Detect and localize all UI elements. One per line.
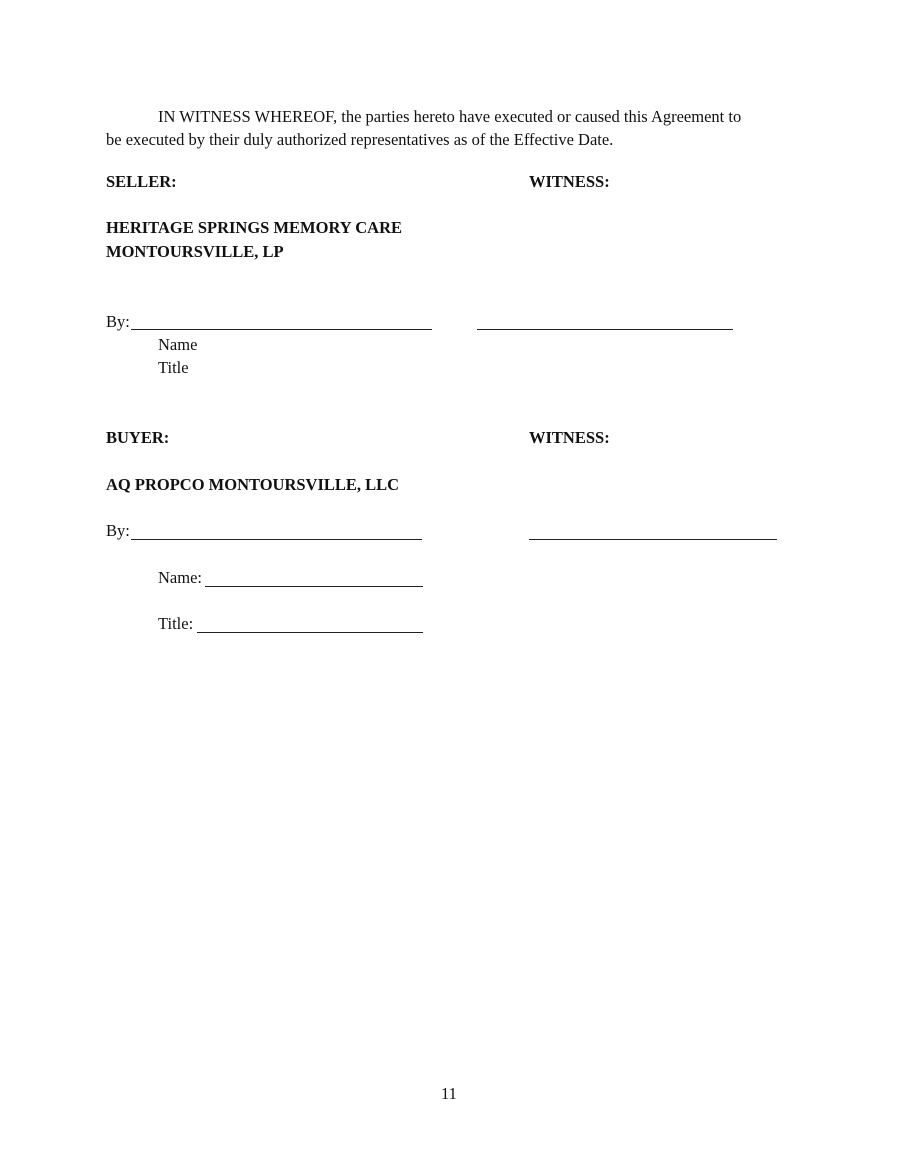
seller-witness-heading: WITNESS: [529, 172, 610, 191]
intro-line-1: IN WITNESS WHEREOF, the parties hereto have executed or caused this Agreement to [158, 107, 742, 126]
seller-signature-line[interactable] [131, 329, 432, 330]
seller-title-label: Title [158, 358, 189, 377]
intro-line-2: be executed by their duly authorized representatives as of the Effective Date. [106, 130, 614, 149]
buyer-title-line[interactable] [197, 632, 423, 633]
buyer-heading: BUYER: [106, 428, 170, 447]
buyer-entity: AQ PROPCO MONTOURSVILLE, LLC [106, 475, 400, 494]
buyer-signature-line[interactable] [131, 539, 422, 540]
page-number: 11 [441, 1084, 457, 1103]
buyer-title-label: Title: [158, 614, 194, 633]
seller-name-label: Name [158, 335, 198, 354]
seller-heading: SELLER: [106, 172, 177, 191]
buyer-witness-signature-line[interactable] [529, 539, 777, 540]
buyer-witness-heading: WITNESS: [529, 428, 610, 447]
seller-witness-signature-line[interactable] [477, 329, 733, 330]
buyer-by-label: By: [106, 521, 130, 540]
seller-entity-line-2: MONTOURSVILLE, LP [106, 242, 284, 261]
buyer-name-label: Name: [158, 568, 202, 587]
buyer-name-line[interactable] [205, 586, 423, 587]
seller-entity-line-1: HERITAGE SPRINGS MEMORY CARE [106, 218, 402, 237]
seller-by-label: By: [106, 312, 130, 331]
